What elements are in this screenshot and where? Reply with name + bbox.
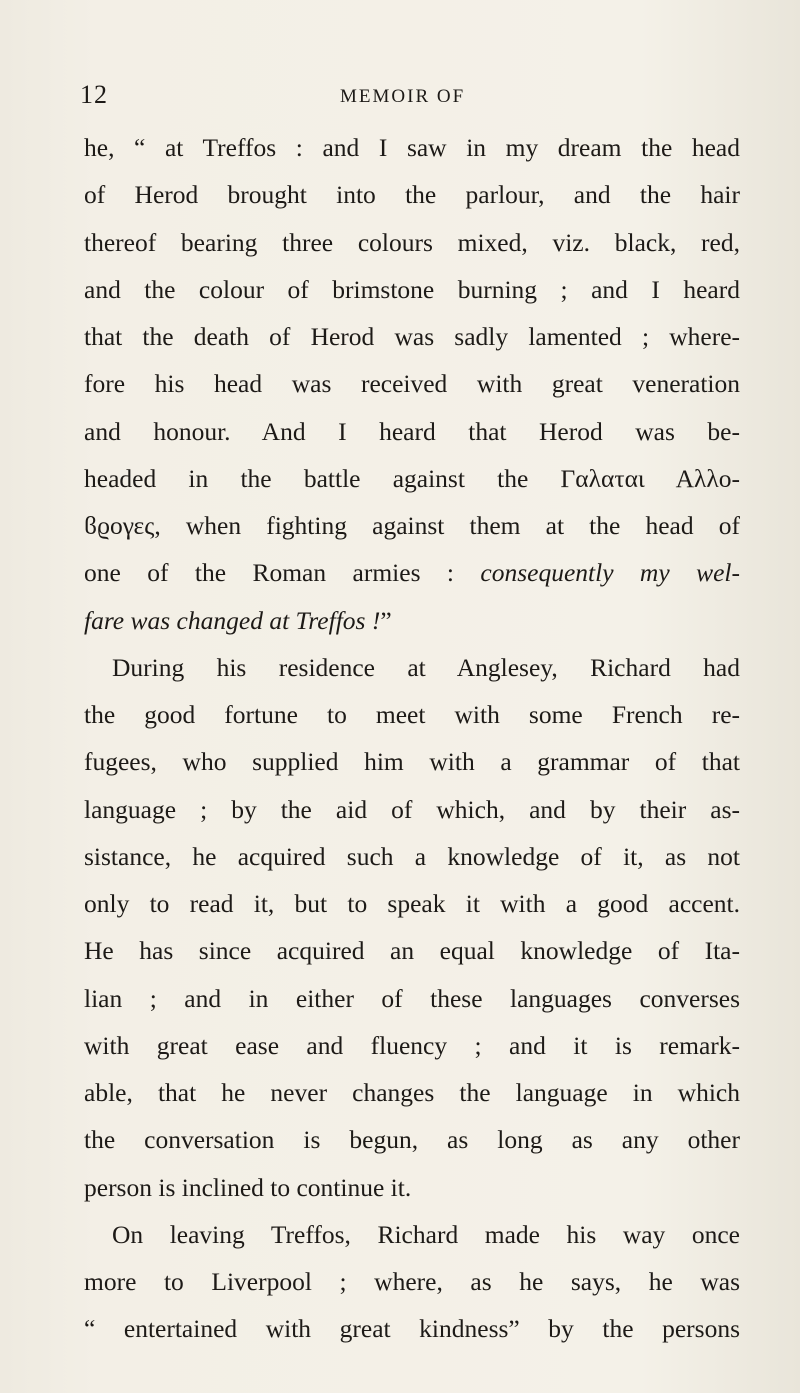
page-number: 12 bbox=[80, 80, 108, 109]
page-header bbox=[80, 80, 740, 116]
text-line bbox=[84, 219, 740, 266]
line-text: of Herod brought into the parlour, and the hair bbox=[84, 180, 740, 210]
text-line bbox=[84, 691, 740, 738]
text-line bbox=[84, 313, 740, 360]
line-text: with great ease and fluency ; and it is remark- bbox=[84, 1030, 740, 1060]
line-text: the conversation is begun, as long as any other bbox=[84, 1125, 740, 1155]
line-text: fugees, who supplied him with a grammar of that bbox=[84, 747, 740, 777]
line-text: that the death of Herod was sadly lamented ; where- bbox=[84, 322, 740, 351]
body-text bbox=[84, 124, 740, 1353]
line-text: more to Liverpool ; where, as he says, he was bbox=[84, 1267, 740, 1296]
text-line bbox=[84, 1258, 740, 1305]
text-line bbox=[84, 1211, 740, 1258]
text-line bbox=[84, 502, 740, 549]
text-line bbox=[84, 1069, 740, 1116]
line-text: he, “ at Treffos : and I saw in my dream the head bbox=[84, 133, 740, 162]
line-text: ϐϱογες, when fighting against them at the head of bbox=[84, 511, 740, 540]
text-line bbox=[84, 360, 740, 407]
text-line bbox=[84, 1116, 740, 1163]
line-text: one of the Roman armies : bbox=[84, 558, 481, 588]
text-line bbox=[84, 597, 740, 644]
text-line bbox=[84, 644, 740, 691]
line-text: “ entertained with great kindness” by the persons bbox=[84, 1314, 740, 1344]
line-text: lian ; and in either of these languages converses bbox=[84, 983, 740, 1013]
line-text: On leaving Treffos, Richard made his way once bbox=[112, 1219, 740, 1249]
line-text: person is inclined to continue it. bbox=[84, 1172, 412, 1202]
text-line bbox=[84, 738, 740, 785]
text-line bbox=[84, 124, 740, 171]
text-line bbox=[84, 1164, 740, 1211]
line-text: headed in the battle against the Γαλαται Αλλο- bbox=[84, 463, 740, 493]
line-text: language ; by the aid of which, and by their as- bbox=[84, 794, 740, 824]
line-text: and honour. And I heard that Herod was be- bbox=[84, 416, 740, 446]
text-line bbox=[84, 880, 740, 927]
line-text: thereof bearing three colours mixed, viz. black, red, bbox=[84, 227, 740, 257]
text-line bbox=[84, 408, 740, 455]
line-closing-quote: ” bbox=[380, 605, 392, 635]
text-line bbox=[84, 1022, 740, 1069]
line-italic-text: consequently my wel- bbox=[480, 558, 740, 588]
text-line bbox=[84, 455, 740, 502]
line-text: only to read it, but to speak it with a good accent. bbox=[84, 889, 740, 918]
text-line bbox=[84, 171, 740, 218]
line-text: sistance, he acquired such a knowledge of it, as not bbox=[84, 841, 740, 871]
line-text: During his residence at Anglesey, Richard had bbox=[112, 652, 740, 682]
text-line bbox=[84, 549, 740, 596]
text-line bbox=[84, 833, 740, 880]
line-text: able, that he never changes the language in which bbox=[84, 1078, 740, 1107]
line-text: and the colour of brimstone burning ; and I heard bbox=[84, 274, 740, 304]
text-line bbox=[84, 266, 740, 313]
text-line bbox=[84, 786, 740, 833]
line-italic-text: fare was changed at Treffos ! bbox=[84, 605, 381, 635]
line-text: fore his head was received with great veneration bbox=[84, 369, 740, 399]
line-text: the good fortune to meet with some French re- bbox=[84, 700, 740, 729]
line-text: He has since acquired an equal knowledge of Ita- bbox=[84, 936, 740, 966]
text-line bbox=[84, 975, 740, 1022]
text-line bbox=[84, 1305, 740, 1352]
running-head: MEMOIR OF bbox=[340, 86, 466, 107]
text-line bbox=[84, 927, 740, 974]
